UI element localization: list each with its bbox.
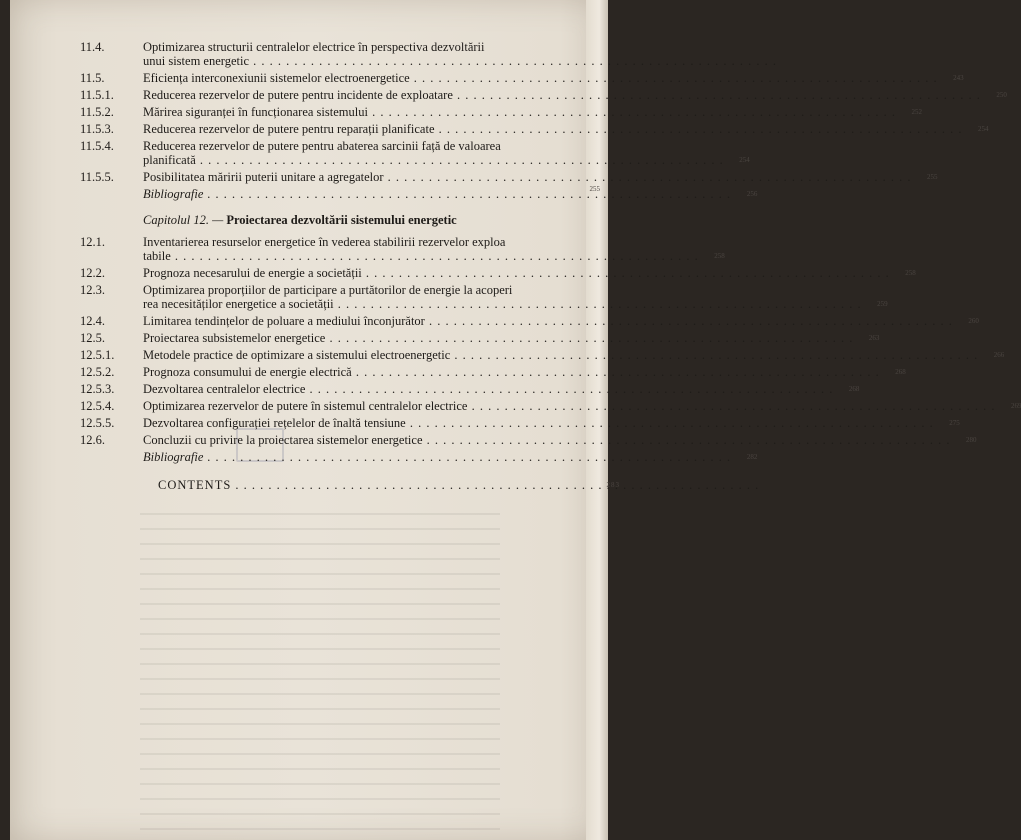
section-title [143, 235, 725, 263]
bleed-through-text [140, 500, 500, 830]
section-title [143, 331, 879, 345]
page-number: 266 [993, 351, 1005, 359]
page-number: 255 [927, 173, 938, 181]
page-number: 255 [589, 185, 600, 193]
toc-entry [80, 266, 916, 280]
section-title [143, 122, 989, 136]
toc-entry [80, 170, 938, 184]
toc-entry [80, 433, 977, 447]
page-number: 268 [848, 385, 860, 393]
toc-entry [80, 88, 1007, 102]
title-line: Optimizarea structurii centralelor electrice în perspectiva dezvoltării [143, 40, 485, 54]
title-line: Metodele practice de optimizare a sistemului electroenergetic . . . [143, 348, 978, 362]
section-title [143, 416, 960, 430]
toc-entry [80, 314, 979, 328]
chapter-title: Proiectarea dezvoltării sistemului energetic [226, 213, 457, 227]
page-number: 268 [895, 368, 906, 376]
title-line: Concluzii cu privire la proiectarea sistemelor energetice . . . [143, 433, 951, 447]
section-number: 12.6. [80, 433, 105, 447]
toc-bibliography-12 [80, 450, 758, 464]
section-title [143, 283, 888, 311]
toc-bibliography-11 [80, 187, 758, 201]
bibliography-label: Bibliografie . . . [143, 187, 731, 201]
page-number: 283 [606, 481, 620, 489]
section-number: 11.4. [80, 40, 105, 54]
page-number: 252 [911, 108, 922, 116]
title-line: Dezvoltarea configurației rețelelor de înaltă tensiune . . . [143, 416, 934, 430]
page-number: 260 [968, 317, 979, 325]
section-title [143, 348, 1004, 362]
section-number: 12.4. [80, 314, 105, 328]
book-page [10, 0, 1021, 840]
section-number: 11.5.4. [80, 139, 114, 153]
toc-entry [80, 416, 960, 430]
page-number: 258 [905, 269, 916, 277]
page-number: 256 [746, 190, 758, 198]
title-line: Eficiența interconexiunii sistemelor electroenergetice . . . [143, 71, 938, 85]
chapter-label: Capitolul 12. — [143, 213, 224, 227]
page-number: 243 [953, 74, 964, 82]
title-line: Reducerea rezervelor de putere pentru abaterea sarcinii față de valoarea [143, 139, 501, 153]
page-number: 258 [714, 252, 725, 260]
toc-entry [80, 283, 888, 311]
page-number: 275 [949, 419, 960, 427]
page-number: 263 [868, 334, 880, 342]
toc-entry [80, 40, 600, 68]
section-number: 12.5. [80, 331, 105, 345]
title-line: planificată . . . [143, 153, 724, 167]
section-number: 11.5.2. [80, 105, 114, 119]
title-line: Prognoza necesarului de energie a societății . . . [143, 266, 890, 280]
toc-section-12 [80, 235, 1021, 447]
section-number: 12.5.2. [80, 365, 115, 379]
section-title [143, 170, 938, 184]
title-line: Posibilitatea măririi puterii unitare a agregatelor . . . [143, 170, 912, 184]
page-number: 280 [966, 436, 977, 444]
section-number: 12.3. [80, 283, 105, 297]
page-number: 250 [996, 91, 1007, 99]
section-number: 11.5.3. [80, 122, 114, 136]
section-title [143, 399, 1021, 413]
section-number: 12.2. [80, 266, 105, 280]
section-title [143, 314, 979, 328]
title-line: Reducerea rezervelor de putere pentru reparații planificate . . . [143, 122, 963, 136]
toc-entry [80, 235, 725, 263]
toc-entry [80, 105, 922, 119]
section-number: 12.5.3. [80, 382, 115, 396]
section-title [143, 382, 859, 396]
toc-entry [80, 71, 964, 85]
table-of-contents [80, 40, 1021, 495]
toc-entry [80, 382, 860, 396]
section-title [143, 266, 916, 280]
chapter-heading [143, 213, 600, 227]
title-line: Dezvoltarea centralelor electrice . . . [143, 382, 833, 396]
section-title [143, 105, 922, 119]
title-line: Mărirea siguranței în funcționarea sistemului . . . [143, 105, 896, 119]
page-number: 259 [877, 300, 888, 308]
title-line: rea necesităților energetice a societății . . . [143, 297, 862, 311]
contents-label: CONTENTS . . . [158, 478, 759, 492]
title-line: Proiectarea subsistemelor energetice . . . [143, 331, 853, 345]
section-number: 11.5.1. [80, 88, 114, 102]
title-line: Optimizarea proporțiilor de participare a purtătorilor de energie la acoperi [143, 283, 513, 297]
title-line: Prognoza consumului de energie electrică . . . [143, 365, 880, 379]
page-number: 282 [746, 453, 758, 461]
toc-entry [80, 348, 1005, 362]
title-line: Limitarea tendințelor de poluare a mediului înconjurător . . . [143, 314, 953, 328]
section-number: 12.5.1. [80, 348, 115, 362]
toc-entry [80, 122, 989, 136]
title-line: tabile . . . [143, 249, 699, 263]
toc-entry [80, 331, 880, 345]
toc-entry [80, 139, 750, 167]
toc-entry [80, 399, 1021, 413]
section-number: 12.5.4. [80, 399, 115, 413]
section-number: 11.5. [80, 71, 105, 85]
section-number: 12.5.5. [80, 416, 115, 430]
section-number: 12.1. [80, 235, 105, 249]
section-title [143, 365, 906, 379]
title-line: Reducerea rezervelor de putere pentru incidente de exploatare . . . [143, 88, 981, 102]
page-number: 254 [978, 125, 989, 133]
title-line: Inventarierea resurselor energetice în vederea stabilirii rezervelor exploa [143, 235, 506, 249]
title-line: unui sistem energetic . . . [143, 54, 777, 68]
bibliography-label: Bibliografie . . . [143, 450, 731, 464]
section-title [143, 139, 750, 167]
page-number: 269 [1010, 402, 1021, 410]
section-number: 11.5.5. [80, 170, 114, 184]
section-title [143, 40, 803, 68]
title-line: Optimizarea rezervelor de putere în sistemul centralelor electrice . . . [143, 399, 995, 413]
toc-entry [80, 365, 906, 379]
section-title [143, 71, 964, 85]
page-number: 254 [739, 156, 750, 164]
section-title [143, 88, 1007, 102]
toc-section-11 [80, 40, 1007, 193]
section-title [143, 433, 977, 447]
toc-contents [158, 478, 620, 492]
